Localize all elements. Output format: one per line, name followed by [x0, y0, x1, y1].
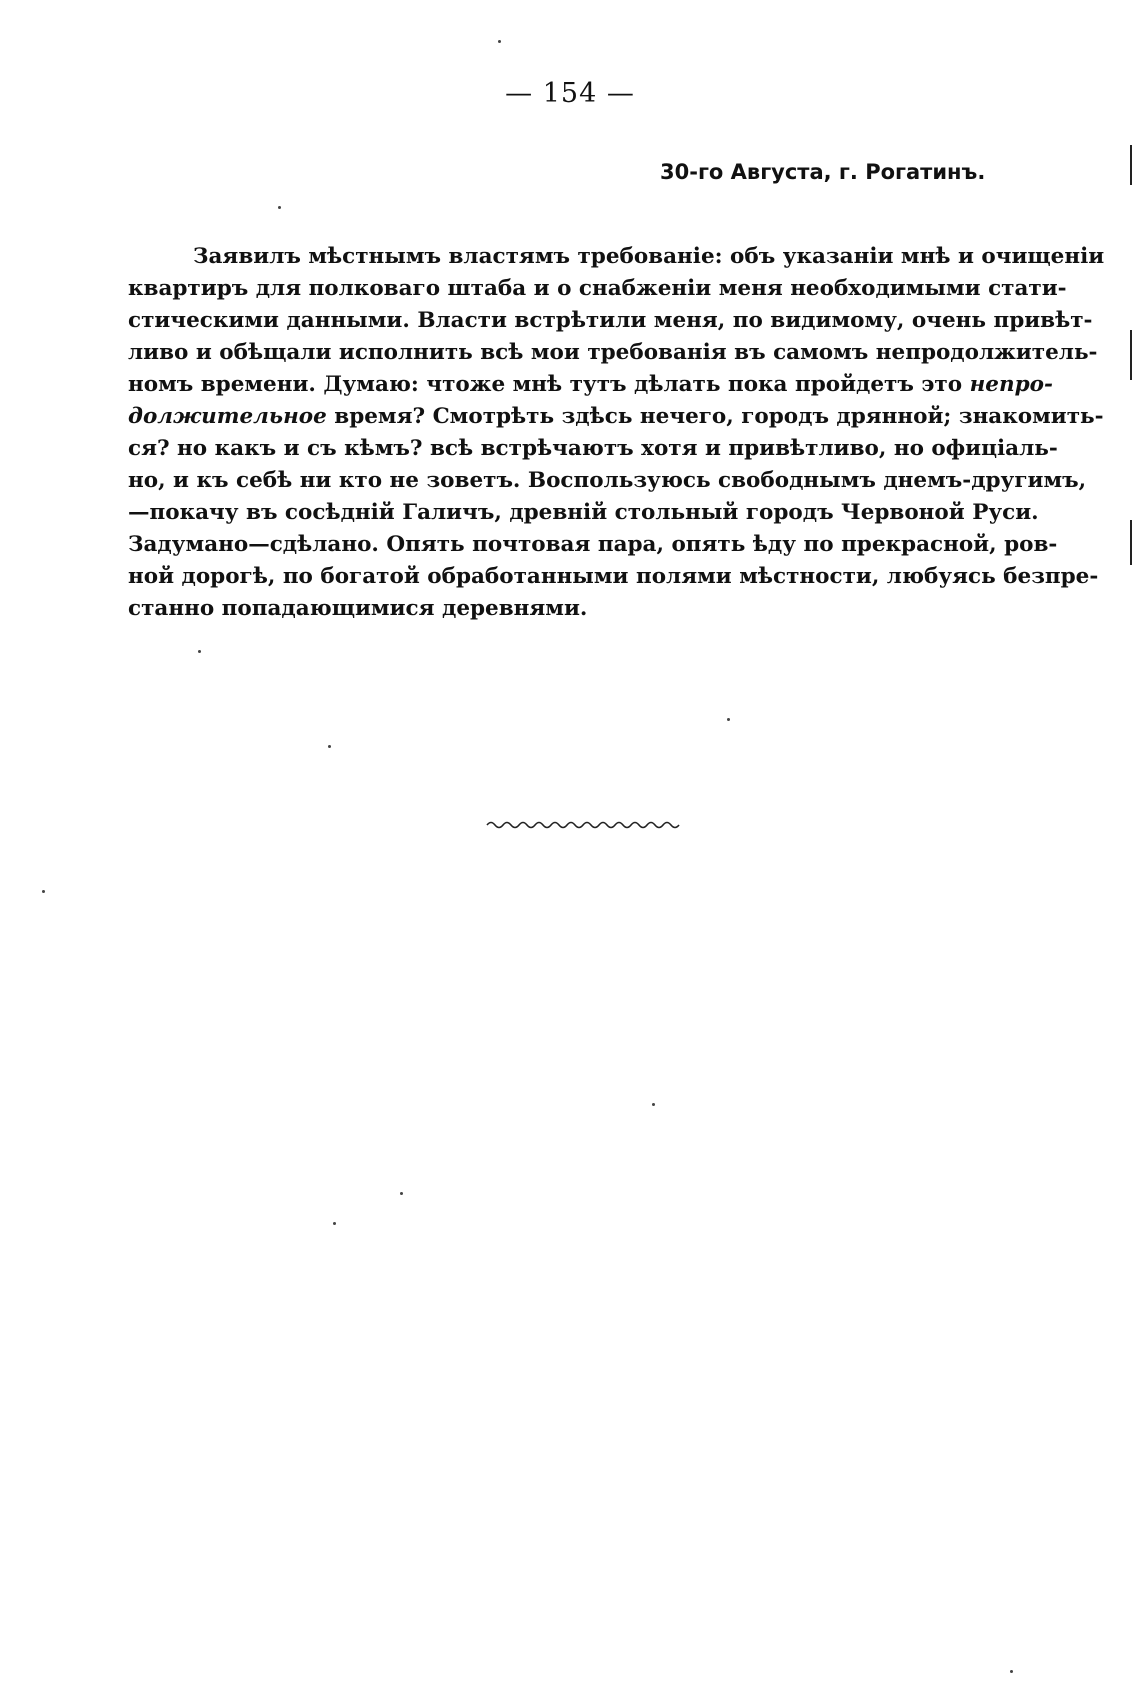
scan-speck	[652, 1103, 655, 1106]
scan-edge-mark	[1130, 330, 1132, 380]
text-line: но, и къ себѣ ни кто не зоветъ. Воспользуюсь свободнымъ днемъ-другимъ,	[128, 468, 1087, 493]
text-line: станно попадающимися деревнями.	[128, 596, 588, 621]
dateline: 30-го Августа, г. Рогатинъ.	[660, 160, 986, 184]
text-line: ной дорогѣ, по богатой обработанными полями мѣстности, любуясь безпре-	[128, 564, 1099, 589]
page-number: — 154 —	[505, 78, 635, 109]
scan-edge-mark	[1130, 520, 1132, 565]
body-text	[128, 241, 1105, 625]
text-fragment: номъ времени. Думаю: чтоже мнѣ тутъ дѣлать пока пройдетъ это	[128, 372, 963, 397]
text-line: Задумано—сдѣлано. Опять почтовая пара, опять ѣду по прекрасной, ров-	[128, 532, 1058, 557]
wavy-rule-divider	[485, 818, 680, 832]
scan-edge-mark	[1130, 145, 1132, 185]
scan-speck	[328, 745, 331, 748]
text-line: квартиръ для полковаго штаба и о снабженіи меня необходимыми стати-	[128, 276, 1067, 301]
scan-speck	[400, 1192, 403, 1195]
scan-speck	[1010, 1670, 1013, 1673]
text-line	[128, 401, 1104, 433]
text-fragment: время? Смотрѣть здѣсь нечего, городъ дрянной; знакомить-	[334, 404, 1104, 429]
scan-speck	[333, 1222, 336, 1225]
text-line: стическими данными. Власти встрѣтили меня, по видимому, очень привѣт-	[128, 308, 1093, 333]
scan-speck	[498, 40, 501, 43]
text-line: ся? но какъ и съ кѣмъ? всѣ встрѣчаютъ хотя и привѣтливо, но офиціаль-	[128, 436, 1058, 461]
text-line	[128, 369, 1053, 401]
scan-speck	[278, 206, 281, 209]
scan-speck	[727, 718, 730, 721]
scan-speck	[42, 890, 45, 893]
text-line: Заявилъ мѣстнымъ властямъ требованіе: объ указаніи мнѣ и очищеніи	[193, 244, 1105, 269]
text-line: —покачу въ сосѣдній Галичъ, древній стольный городъ Червоной Руси.	[128, 500, 1039, 525]
italic-text: должительное	[128, 404, 327, 429]
text-line: ливо и обѣщали исполнить всѣ мои требованія въ самомъ непродолжитель-	[128, 340, 1098, 365]
italic-text: непро-	[969, 372, 1053, 397]
scan-speck	[198, 650, 201, 653]
